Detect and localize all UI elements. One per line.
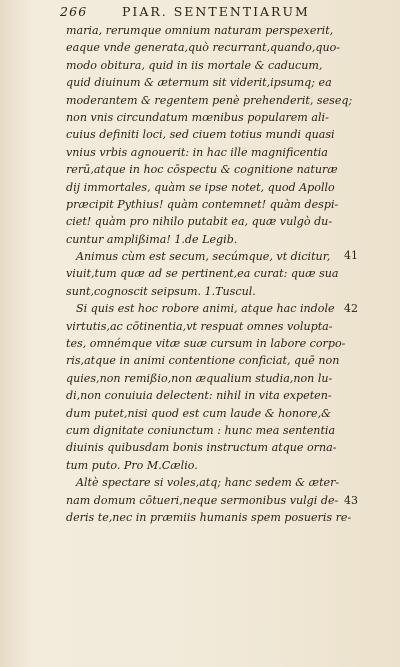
- text-line: nam domum cōtueri,neque sermonibus vulgi de-: [66, 493, 339, 507]
- text-line: vnius vrbis agnouerit: in hac ille magnificentia: [66, 145, 328, 159]
- page-header: [60, 4, 380, 20]
- text-line: virtutis,ac cōtinentia,vt respuat omnes volupta-: [66, 319, 333, 333]
- section-number: 42: [344, 302, 358, 315]
- body-text: [66, 22, 386, 526]
- text-line: dum putet,nisi quod est cum laude & honore,&: [66, 406, 332, 420]
- text-line: eaque vnde generata,quò recurrant,quando,quo-: [66, 41, 341, 55]
- text-line: quid diuinum & æternum sit viderit,ipsumq; ea: [66, 76, 332, 90]
- text-line: ris,atque in animi contentione conficiat, quē non: [66, 354, 340, 368]
- text-line: cum dignitate coniunctum : hunc mea sententia: [66, 423, 336, 437]
- text-line: rerū,atque in hoc cōspectu & cognitione naturæ: [66, 163, 338, 177]
- text-line: cuius definiti loci, sed ciuem totius mundi quasi: [66, 128, 335, 142]
- text-line: maria, rerumque omnium naturam perspexerit,: [66, 24, 334, 37]
- text-line: Altè spectare si voles,atq; hanc sedem & æter-: [76, 476, 340, 490]
- page-number: 266: [60, 4, 88, 19]
- text-line: diuinis quibusdam bonis instructum atque orna-: [66, 441, 337, 455]
- text-line: tum puto. Pro M.Cælio.: [66, 458, 198, 472]
- text-line: præcipit Pythius! quàm contemnet! quàm despi-: [66, 197, 339, 211]
- text-line: Animus cùm est secum, secúmque, vt dicitur,: [76, 250, 331, 264]
- text-line: sunt,cognoscit seipsum. 1.Tuscul.: [66, 284, 256, 298]
- text-line: deris te,nec in præmiis humanis spem posueris re-: [66, 510, 352, 524]
- text-line: non vnis circundatum mœnibus popularem ali-: [66, 110, 329, 124]
- text-line: ciet! quàm pro nihilo putabit ea, quæ vulgò du-: [66, 215, 333, 229]
- text-line: Si quis est hoc robore animi, atque hac indole: [76, 302, 335, 316]
- text-line: dij immortales, quàm se ipse notet, quod Apollo: [66, 180, 335, 194]
- text-line: moderantem & regentem penè prehenderit, seseq;: [66, 93, 353, 107]
- text-line: quies,non remißio,non æqualium studia,non lu-: [66, 371, 333, 385]
- text-line: viuit,tum quæ ad se pertinent,ea curat: quæ sua: [66, 267, 339, 281]
- text-line: cuntur amplißima! 1.de Legib.: [66, 232, 238, 246]
- section-number: 43: [344, 494, 358, 507]
- running-title: PIAR. SENTENTIARUM: [122, 4, 310, 19]
- text-line: tes, omnémque vitæ suæ cursum in labore corpo-: [66, 337, 346, 351]
- text-line: di,non conuiuia delectent: nihil in vita expeten-: [66, 389, 332, 403]
- section-number: 41: [344, 249, 358, 262]
- text-line: modo obitura, quid in iis mortale & caducum,: [66, 58, 323, 72]
